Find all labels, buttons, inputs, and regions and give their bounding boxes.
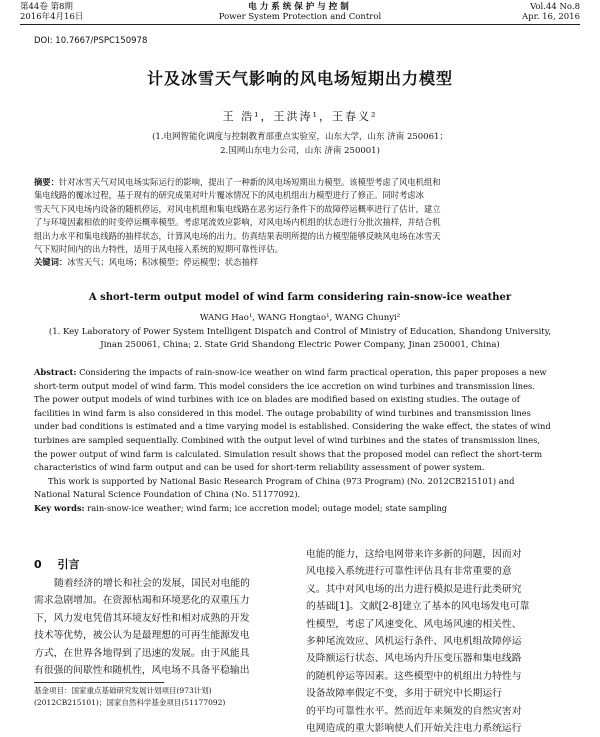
journal-name-cn: 电力系统保护与控制 <box>248 2 352 12</box>
header-journal <box>150 2 450 22</box>
abstract-en-line: short-term output model of wind farm. This model considers the ice accretion on wind turbines and transmission lines. <box>34 380 535 391</box>
abstract-cn-line: 集电线路的覆冰过程，基于现有的研究成果对叶片覆冰情况下的风电机组出力模型进行了修正。同时考虑冰 <box>34 190 424 201</box>
body-line: 风电接入系统进行可靠性评估具有非常重要的意 <box>306 566 512 578</box>
support-en-line: National Natural Science Foundation of China (No. 51177092). <box>34 489 301 500</box>
affiliation-en-line: Jinan 250061, China; 2. State Grid Shandong Electric Power Company, Jinan 250001, China) <box>100 339 500 350</box>
support-en-line: This work is supported by National Basic Research Program of China (973 Program) (No. 2012CB215101) and <box>48 475 515 486</box>
body-line: 下，风力发电凭借其环境友好性和相对成熟的开发 <box>34 612 250 624</box>
body-line: 电网造成的重大影响使人们开始关注电力系统运行 <box>306 723 522 735</box>
body-line: 的基础[1]。文献[2-8]建立了基本的风电场发电可靠 <box>306 601 530 613</box>
keywords-en-label: Key words: <box>34 502 85 513</box>
abstract-en-line: Considering the impacts of rain-snow-ice weather on wind farm practical operation, this paper proposes a new <box>79 367 547 377</box>
affiliations-cn <box>0 130 600 158</box>
keywords-cn-label: 关键词： <box>34 257 68 268</box>
section-title: 引言 <box>57 558 80 571</box>
header-date: 2016年4月16日 <box>20 12 84 22</box>
body-line: 义。其中对风电场的出力进行模拟是进行此类研究 <box>306 583 522 595</box>
body-line: 需求急剧增加。在资源枯竭和环境恶化的双重压力 <box>34 595 250 607</box>
keywords-cn: 冰雪天气；风电场；积冰模型；停运模型；状态抽样 <box>67 257 259 268</box>
paper-title-cn: 计及冰雪天气影响的风电场短期出力模型 <box>146 69 453 88</box>
abstract-cn-label: 摘要： <box>34 177 59 187</box>
abstract-cn <box>34 176 574 270</box>
affiliations-en <box>0 326 600 351</box>
abstract-en-line: turbines are sampled sequentially. Combined with the output level of wind turbines and the states of transmission lines, <box>34 434 541 445</box>
body-line: 性模型，考虑了风速变化、风电场风速的相关性、 <box>306 618 522 630</box>
section-heading <box>34 556 80 572</box>
affiliation-en-line: (1. Key Laboratory of Power System Intelligent Dispatch and Control of Ministry of Education, Shandong University, <box>48 327 552 337</box>
footnote-rule <box>34 682 164 683</box>
abstract-cn-line: 雪天气下风电场内设备的随机停运，对风电机组和集电线路在恶劣运行条件下的故障停运概率进行了估计，建立 <box>34 203 441 214</box>
authors-en: WANG Hao¹, WANG Hongtao¹, WANG Chunyi² <box>199 313 401 323</box>
keywords-en: rain-snow-ice weather; wind farm; ice accretion model; outage model; state sampling <box>87 502 448 513</box>
abstract-en-line: facilities in wind farm is also considered in this model. The outage probability of wind turbines and transmission lines <box>34 407 531 418</box>
abstract-en-line: characteristics of wind farm output and can be used for short-term reliability assessment of power system. <box>34 462 485 473</box>
body-line: 方式，在世界各地得到了迅速的发展。由于风能具 <box>34 647 250 659</box>
journal-name-en: Power System Protection and Control <box>218 12 382 22</box>
header-volume-en <box>522 2 580 22</box>
abstract-cn-line: 了与环境因素相依的时变停运概率模型。考虑尾流效应影响，对风电场内机组的状态进行分批次抽样，并结合机 <box>34 217 441 228</box>
affiliation-line: (1.电网智能化调度与控制教育部重点实验室，山东大学，山东 济南 250061； <box>152 132 448 142</box>
header-vol-no: Vol.44 No.8 <box>530 2 580 12</box>
paper-title-en: A short-term output model of wind farm considering rain-snow-ice weather <box>88 292 512 303</box>
footnote <box>34 685 284 709</box>
left-column <box>34 575 286 679</box>
doi: DOI: 10.7667/PSPC150978 <box>34 36 148 46</box>
body-line: 技术等优势，被公认为是最理想的可再生能源发电 <box>34 630 250 642</box>
affiliation-line: 2.国网山东电力公司，山东 济南 250001) <box>220 146 380 156</box>
header-issue <box>20 2 83 22</box>
header-date-en: Apr. 16, 2016 <box>522 12 580 22</box>
abstract-en-line: The power output models of wind turbines with ice on blades are modified based on existing studies. The outage of <box>34 394 520 405</box>
body-line: 设备故障率假定不变，多用于研究中长期运行 <box>306 688 502 700</box>
header-rule <box>20 24 580 25</box>
section-number: 0 <box>34 558 42 571</box>
abstract-en-line: the power output of wind farm is calculated. Simulation result shows that the proposed model can reflect the short-term <box>34 448 543 459</box>
header-volume: 第44卷 第8期 <box>20 2 73 12</box>
abstract-cn-line: 针对冰雪天气对风电场实际运行的影响，提出了一种新的风电场短期出力模型。该模型考虑了风电机组和 <box>58 177 441 187</box>
body-line: 的平均可靠性水平。然而近年来频发的自然灾害对 <box>306 705 522 717</box>
authors-cn: 王 浩¹，王洪涛¹，王春义² <box>222 110 378 123</box>
body-line: 多种尾流效应、风机运行条件、风电机组故障停运 <box>306 636 522 648</box>
abstract-cn-line: 气下短时间内的出力特性，适用于风电接入系统的短期可靠性评估。 <box>34 244 283 255</box>
body-line: 的随机停运等因素。这些模型中的机组出力特性与 <box>306 670 522 682</box>
body-line: 电能的能力，这给电网带来许多新的问题，因而对 <box>306 549 522 560</box>
right-column <box>306 546 568 737</box>
abstract-en-label: Abstract: <box>34 367 77 377</box>
abstract-en-line: under bad conditions is estimated and a time varying model is established. Considering the wake effect, the states of wind <box>34 421 551 432</box>
body-line: 随着经济的增长和社会的发展，国民对电能的 <box>54 578 250 589</box>
footnote-line: 基金项目：国家重点基础研究发展计划项目(973计划) <box>34 686 212 695</box>
footnote-line: (2012CB215101)；国家自然科学基金项目(51177092) <box>34 698 226 707</box>
body-line: 有很强的间歇性和随机性，风电场不具备平稳输出 <box>34 665 250 677</box>
abstract-en <box>34 366 574 516</box>
body-line: 及降额运行状态、风电场内升压变压器和集电线路 <box>306 653 522 665</box>
abstract-cn-line: 组出力水平和集电线路的抽样状态，计算风电场的出力。仿真结果表明所提的出力模型能够反映风电场在冰雪天 <box>34 230 441 241</box>
